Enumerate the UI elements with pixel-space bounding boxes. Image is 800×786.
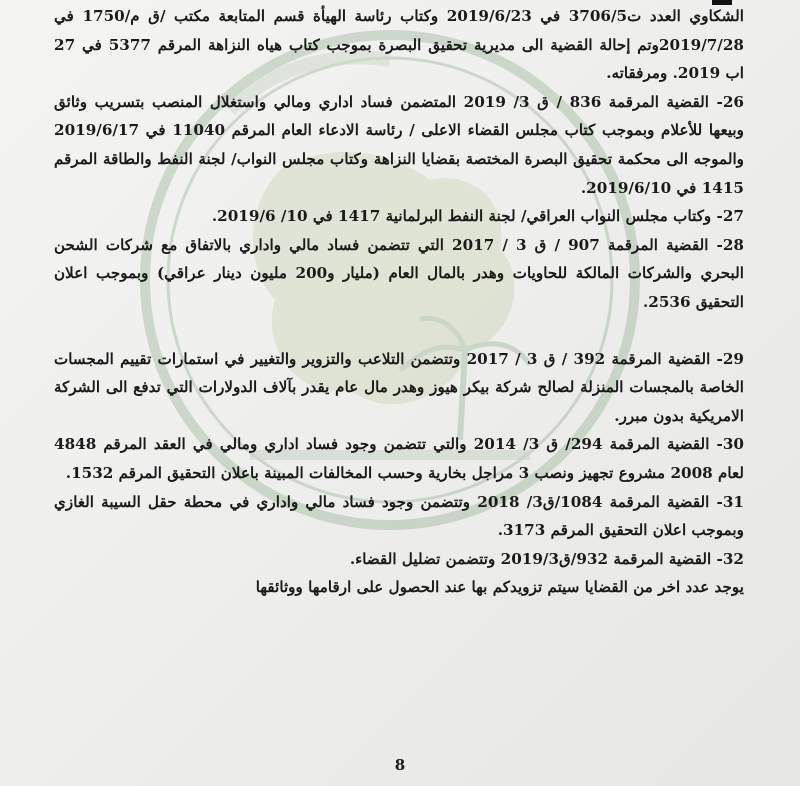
paragraph-25-continued: الشكاوي العدد ت3706/5 في 2019/6/23 وكتاب رئاسة الهيأة قسم المتابعة مكتب /ق م/1750 في 2019/7/28وتم إحالة القضية الى مديرية تحقيق البصرة بموجب كتاب هياه النزاهة المرقم 5377 في 27 اب 2019. ومرفقاته. — [54, 7, 744, 83]
paragraph-31: 31- القضية المرقمة 1084/ق3/ 2018 وتتضمن وجود فساد مالي واداري في محطة حقل السيبة الغازي وبموجب اعلان التحقيق المرقم 3173. — [54, 492, 744, 540]
document-body — [54, 2, 744, 602]
paragraph-29: 29- القضية المرقمة 392 / ق 3 / 2017 وتتضمن التلاعب والتزوير والتغيير في استمارات تقييم المجسات الخاصة بالمجسات المنزلة لصالح شركة بيكر هيوز وهدر مال عام يقدر بآلاف الدولارات التي تدفع الى الشركة الامريكية بدون مبرر. — [54, 349, 744, 425]
paragraph-26: 26- القضية المرقمة 836 / ق 3/ 2019 المتضمن فساد اداري ومالي واستغلال المنصب بتسريب وثائق وبيعها للأعلام وبموجب كتاب مجلس القضاء الاعلى / رئاسة الادعاء العام المرقم 11040 في 2019/6/17 والموجه الى محكمة تحقيق البصرة المختصة بقضايا النزاهة وكتاب مجلس النواب/ لجنة النفط والطاقة المرقم 1415 في 2019/6/10. — [54, 92, 744, 197]
paragraph-32: 32- القضية المرقمة 932/ق2019/3 وتتضمن تضليل القضاء. — [349, 549, 744, 568]
paragraph-30: 30- القضية المرقمة 294/ ق 3/ 2014 والتي تتضمن وجود فساد اداري ومالي في العقد المرقم 4848 لعام 2008 مشروع تجهيز ونصب 3 مراجل بخارية وحسب المخالفات المبينة باعلان التحقيق المرقم 1532. — [54, 435, 744, 482]
paragraph-gap — [54, 317, 744, 345]
paragraph-28: 28- القضية المرقمة 907 / ق 3 / 2017 التي تتضمن فساد مالي واداري بالاتفاق مع شركات الشحن البحري والشركات المالكة للحاويات وهدر بالمال العام (مليار و200 مليون دينار عراقي) وبموجب اعلان التحقيق 2536. — [54, 235, 744, 311]
closing-note: يوجد عدد اخر من القضايا سيتم تزويدكم بها عند الحصول على ارقامها ووثائقها — [255, 578, 744, 597]
page-number: 8 — [394, 756, 406, 774]
paragraph-27: 27- وكتاب مجلس النواب العراقي/ لجنة النفط البرلمانية 1417 في 10/ 2019/6. — [211, 207, 744, 226]
